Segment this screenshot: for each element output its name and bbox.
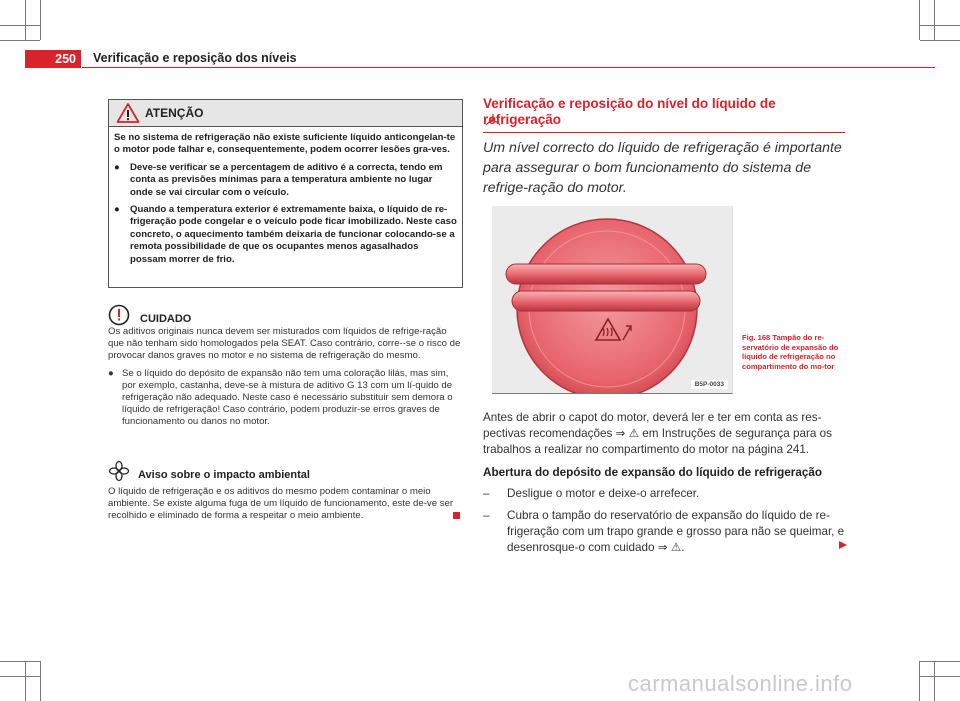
coolant-icon bbox=[484, 113, 502, 127]
figure-code: B5P-0033 bbox=[691, 380, 728, 389]
crop-mark bbox=[0, 40, 40, 41]
step-item bbox=[483, 508, 853, 556]
crop-mark bbox=[920, 40, 960, 41]
crop-mark bbox=[0, 661, 40, 662]
step-text: Desligue o motor e deixe-o arrefecer. bbox=[507, 487, 700, 500]
crop-mark bbox=[40, 0, 41, 40]
subheading: Abertura do depósito de expansão do líquido de refrigeração bbox=[483, 466, 822, 479]
continue-arrow-icon bbox=[838, 540, 848, 550]
section-rule bbox=[483, 132, 845, 133]
warning-title: ATENÇÃO bbox=[145, 106, 204, 120]
crop-mark bbox=[934, 0, 935, 40]
figure-image bbox=[492, 206, 733, 394]
crop-mark bbox=[0, 25, 40, 26]
step-text: Cubra o tampão do reservatório de expansão do líquido de re-frigeração com um trapo grande e grosso para não se queimar, e desenrosque-o com cuidado ⇒ ⚠. bbox=[507, 509, 845, 554]
coolant-cap-illustration bbox=[492, 206, 733, 394]
figure-caption: Fig. 168 Tampão do re-servatório de expansão do líquido de refrigeração no compartimento do mo-tor bbox=[742, 333, 839, 371]
environment-text: O líquido de refrigeração e os aditivos do mesmo podem contaminar o meio ambiente. Se existe alguma fuga de um líquido de funcionamento, este de-ve ser recolhido e eliminado de forma a respeitar o meio ambiente. bbox=[108, 486, 454, 522]
section-title: Verificação e reposição do nível do líquido de refrigeração bbox=[483, 96, 776, 127]
crop-mark bbox=[920, 661, 960, 662]
environment-title: Aviso sobre o impacto ambiental bbox=[138, 469, 310, 481]
warning-header bbox=[109, 100, 462, 127]
caution-heading bbox=[108, 302, 191, 326]
crop-mark bbox=[0, 676, 40, 677]
step-item bbox=[483, 486, 853, 502]
caution-paragraph: Os aditivos originais nunca devem ser misturados com líquidos de refrige-ração que não tenham sido homologados pela SEAT. Caso contrário, corre--se o risco de provocar danos graves no motor e no sistema de refrigeração do mesmo. bbox=[108, 326, 461, 362]
section-end-marker bbox=[453, 512, 460, 519]
warning-body bbox=[109, 127, 462, 266]
crop-mark bbox=[919, 0, 920, 40]
step-dash: – bbox=[483, 509, 490, 522]
warning-bullet-text: Deve-se verificar se a percentagem de aditivo é a correcta, tendo em conta as previsões mínimas para a temperatura ambiente no lugar onde se vai circular com o veículo. bbox=[130, 161, 443, 198]
body-paragraph: Antes de abrir o capot do motor, deverá ler e ter em conta as res-pectivas recomendações ⇒ ⚠ em Instruções de segurança para os trabalhos a realizar no compartimento do motor na página 241. bbox=[483, 411, 832, 456]
step-dash: – bbox=[483, 487, 490, 500]
environment-heading bbox=[108, 460, 310, 482]
caution-bullet-text: Se o líquido do depósito de expansão não tem uma coloração lilás, mas sim, por exemplo, castanha, deve-se à mistura de aditivo G 13 com um lí-quido de refrigeração não adequado. Neste caso é necessário substituir sem demora o líquido de refrigeração! Caso contrário, podem produzir-se erros graves de funcionamento ou danos no motor. bbox=[122, 367, 453, 428]
warning-bullet: ● Deve-se verificar se a percentagem de aditivo é a correcta, tendo em conta as previsões mínimas para a temperatura ambiente no lugar onde se vai circular com o veículo. bbox=[114, 162, 457, 199]
caution-title: CUIDADO bbox=[140, 313, 192, 325]
crop-mark bbox=[25, 661, 26, 701]
page-number: 250 bbox=[25, 50, 81, 68]
running-header-title: Verificação e reposição dos níveis bbox=[93, 51, 297, 65]
caution-text bbox=[108, 326, 463, 434]
caution-bullet: ● Se o líquido do depósito de expansão não tem uma coloração lilás, mas sim, por exemplo, castanha, deve-se à mistura de aditivo G 13 com um lí-quido de refrigeração não adequado. Neste caso é necessário substituir sem demora o líquido de refrigeração! Caso contrário, podem produzir-se erros graves de funcionamento ou danos no motor. bbox=[108, 368, 463, 429]
crop-mark bbox=[40, 661, 41, 701]
warning-bullet: ● Quando a temperatura exterior é extremamente baixa, o líquido de re-frigeração pode congelar e o veículo pode ficar imobilizado. Neste caso concreto, o aquecimento também deixaria de funcionar colocando-se a remota possibilidade de que os ocupantes menos agasalhados possam morrer de frio. bbox=[114, 204, 457, 265]
crop-mark bbox=[920, 25, 960, 26]
crop-mark bbox=[919, 661, 920, 701]
header-rule bbox=[82, 67, 935, 68]
watermark: carmanualsonline.info bbox=[628, 671, 853, 696]
crop-mark bbox=[920, 676, 960, 677]
environment-leaf-icon bbox=[108, 460, 130, 482]
warning-paragraph: Se no sistema de refrigeração não existe suficiente líquido anticongelan-te o motor pode falhar e, consequentemente, podem ocorrer lesões gra-ves. bbox=[114, 132, 456, 156]
warning-box bbox=[108, 99, 463, 288]
crop-mark bbox=[934, 661, 935, 701]
warning-triangle-icon bbox=[116, 102, 140, 124]
caution-exclamation-icon bbox=[108, 304, 130, 326]
section-intro: Um nível correcto do líquido de refrigeração é importante para assegurar o bom funcionamento do sistema de refrige-ração do motor. bbox=[483, 140, 842, 196]
warning-bullet-text: Quando a temperatura exterior é extremamente baixa, o líquido de re-frigeração pode congelar e o veículo pode ficar imobilizado. Neste caso concreto, o aquecimento também deixaria de funcionar colocando-se a remota possibilidade de que os ocupantes menos agasalhados possam morrer de frio. bbox=[130, 204, 457, 265]
crop-mark bbox=[25, 0, 26, 40]
